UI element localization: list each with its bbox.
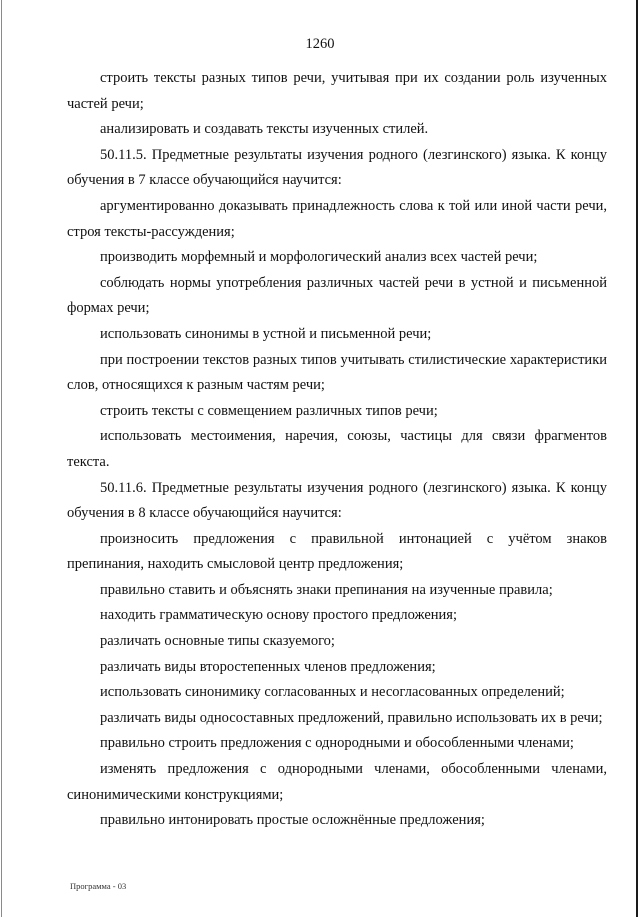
paragraph-intonation: произносить предложения с правильной интонацией с учётом знаков препинания, находить смысловой центр предложения; [67, 530, 607, 573]
page-edge-left [1, 0, 2, 917]
section-heading-50-11-6: 50.11.6. Предметные результаты изучения родного (лезгинского) языка. К концу обучения в 8 классе обучающийся научится: [67, 479, 607, 522]
paragraph-combined-types: строить тексты с совмещением различных типов речи; [100, 402, 438, 419]
page-number: 1260 [305, 36, 335, 52]
paragraph-morpheme-analysis: производить морфемный и морфологический анализ всех частей речи; [100, 249, 538, 266]
paragraph-stylistic: при построении текстов разных типов учитывать стилистические характеристики слов, относящихся к разным частям речи; [67, 351, 607, 394]
paragraph-secondary-members: различать виды второстепенных членов предложения; [100, 658, 436, 675]
paragraph-intonate-complex: правильно интонировать простые осложнённые предложения; [100, 812, 485, 829]
paragraph-part-of-speech: аргументированно доказывать принадлежность слова к той или иной части речи, строя тексты-рассуждения; [67, 197, 607, 240]
paragraph-connectives: использовать местоимения, наречия, союзы, частицы для связи фрагментов текста. [67, 428, 607, 470]
section-heading-50-11-5: 50.11.5. Предметные результаты изучения родного (лезгинского) языка. К концу обучения в 7 классе обучающийся научится: [67, 146, 607, 189]
paragraph-grammar-basis: находить грамматическую основу простого предложения; [100, 607, 457, 624]
paragraph-one-part-sentences: различать виды односоставных предложений, правильно использовать их в речи; [100, 709, 603, 726]
paragraph-homogeneous-members: правильно строить предложения с однородными и обособленными членами; [100, 735, 574, 752]
paragraph-synonyms: использовать синонимы в устной и письменной речи; [100, 325, 432, 342]
paragraph-analyze-styles: анализировать и создавать тексты изученных стилей. [100, 121, 429, 138]
page-footer: Программа - 03 [70, 881, 127, 891]
paragraph-change-sentences: изменять предложения с однородными членами, обособленными членами, синонимическими конструкциями; [67, 761, 607, 803]
paragraph-usage-norms: соблюдать нормы употребления различных частей речи в устной и письменной формах речи; [67, 274, 607, 317]
document-body [67, 66, 607, 834]
paragraph-build-texts: строить тексты разных типов речи, учитывая при их создании роль изученных частей речи; [67, 70, 607, 112]
paragraph-predicate-types: различать основные типы сказуемого; [100, 633, 335, 650]
paragraph-punctuation: правильно ставить и объяснять знаки препинания на изученные правила; [100, 581, 553, 598]
paragraph-definitions: использовать синонимику согласованных и несогласованных определений; [100, 684, 565, 701]
page-edge-right [636, 0, 638, 917]
